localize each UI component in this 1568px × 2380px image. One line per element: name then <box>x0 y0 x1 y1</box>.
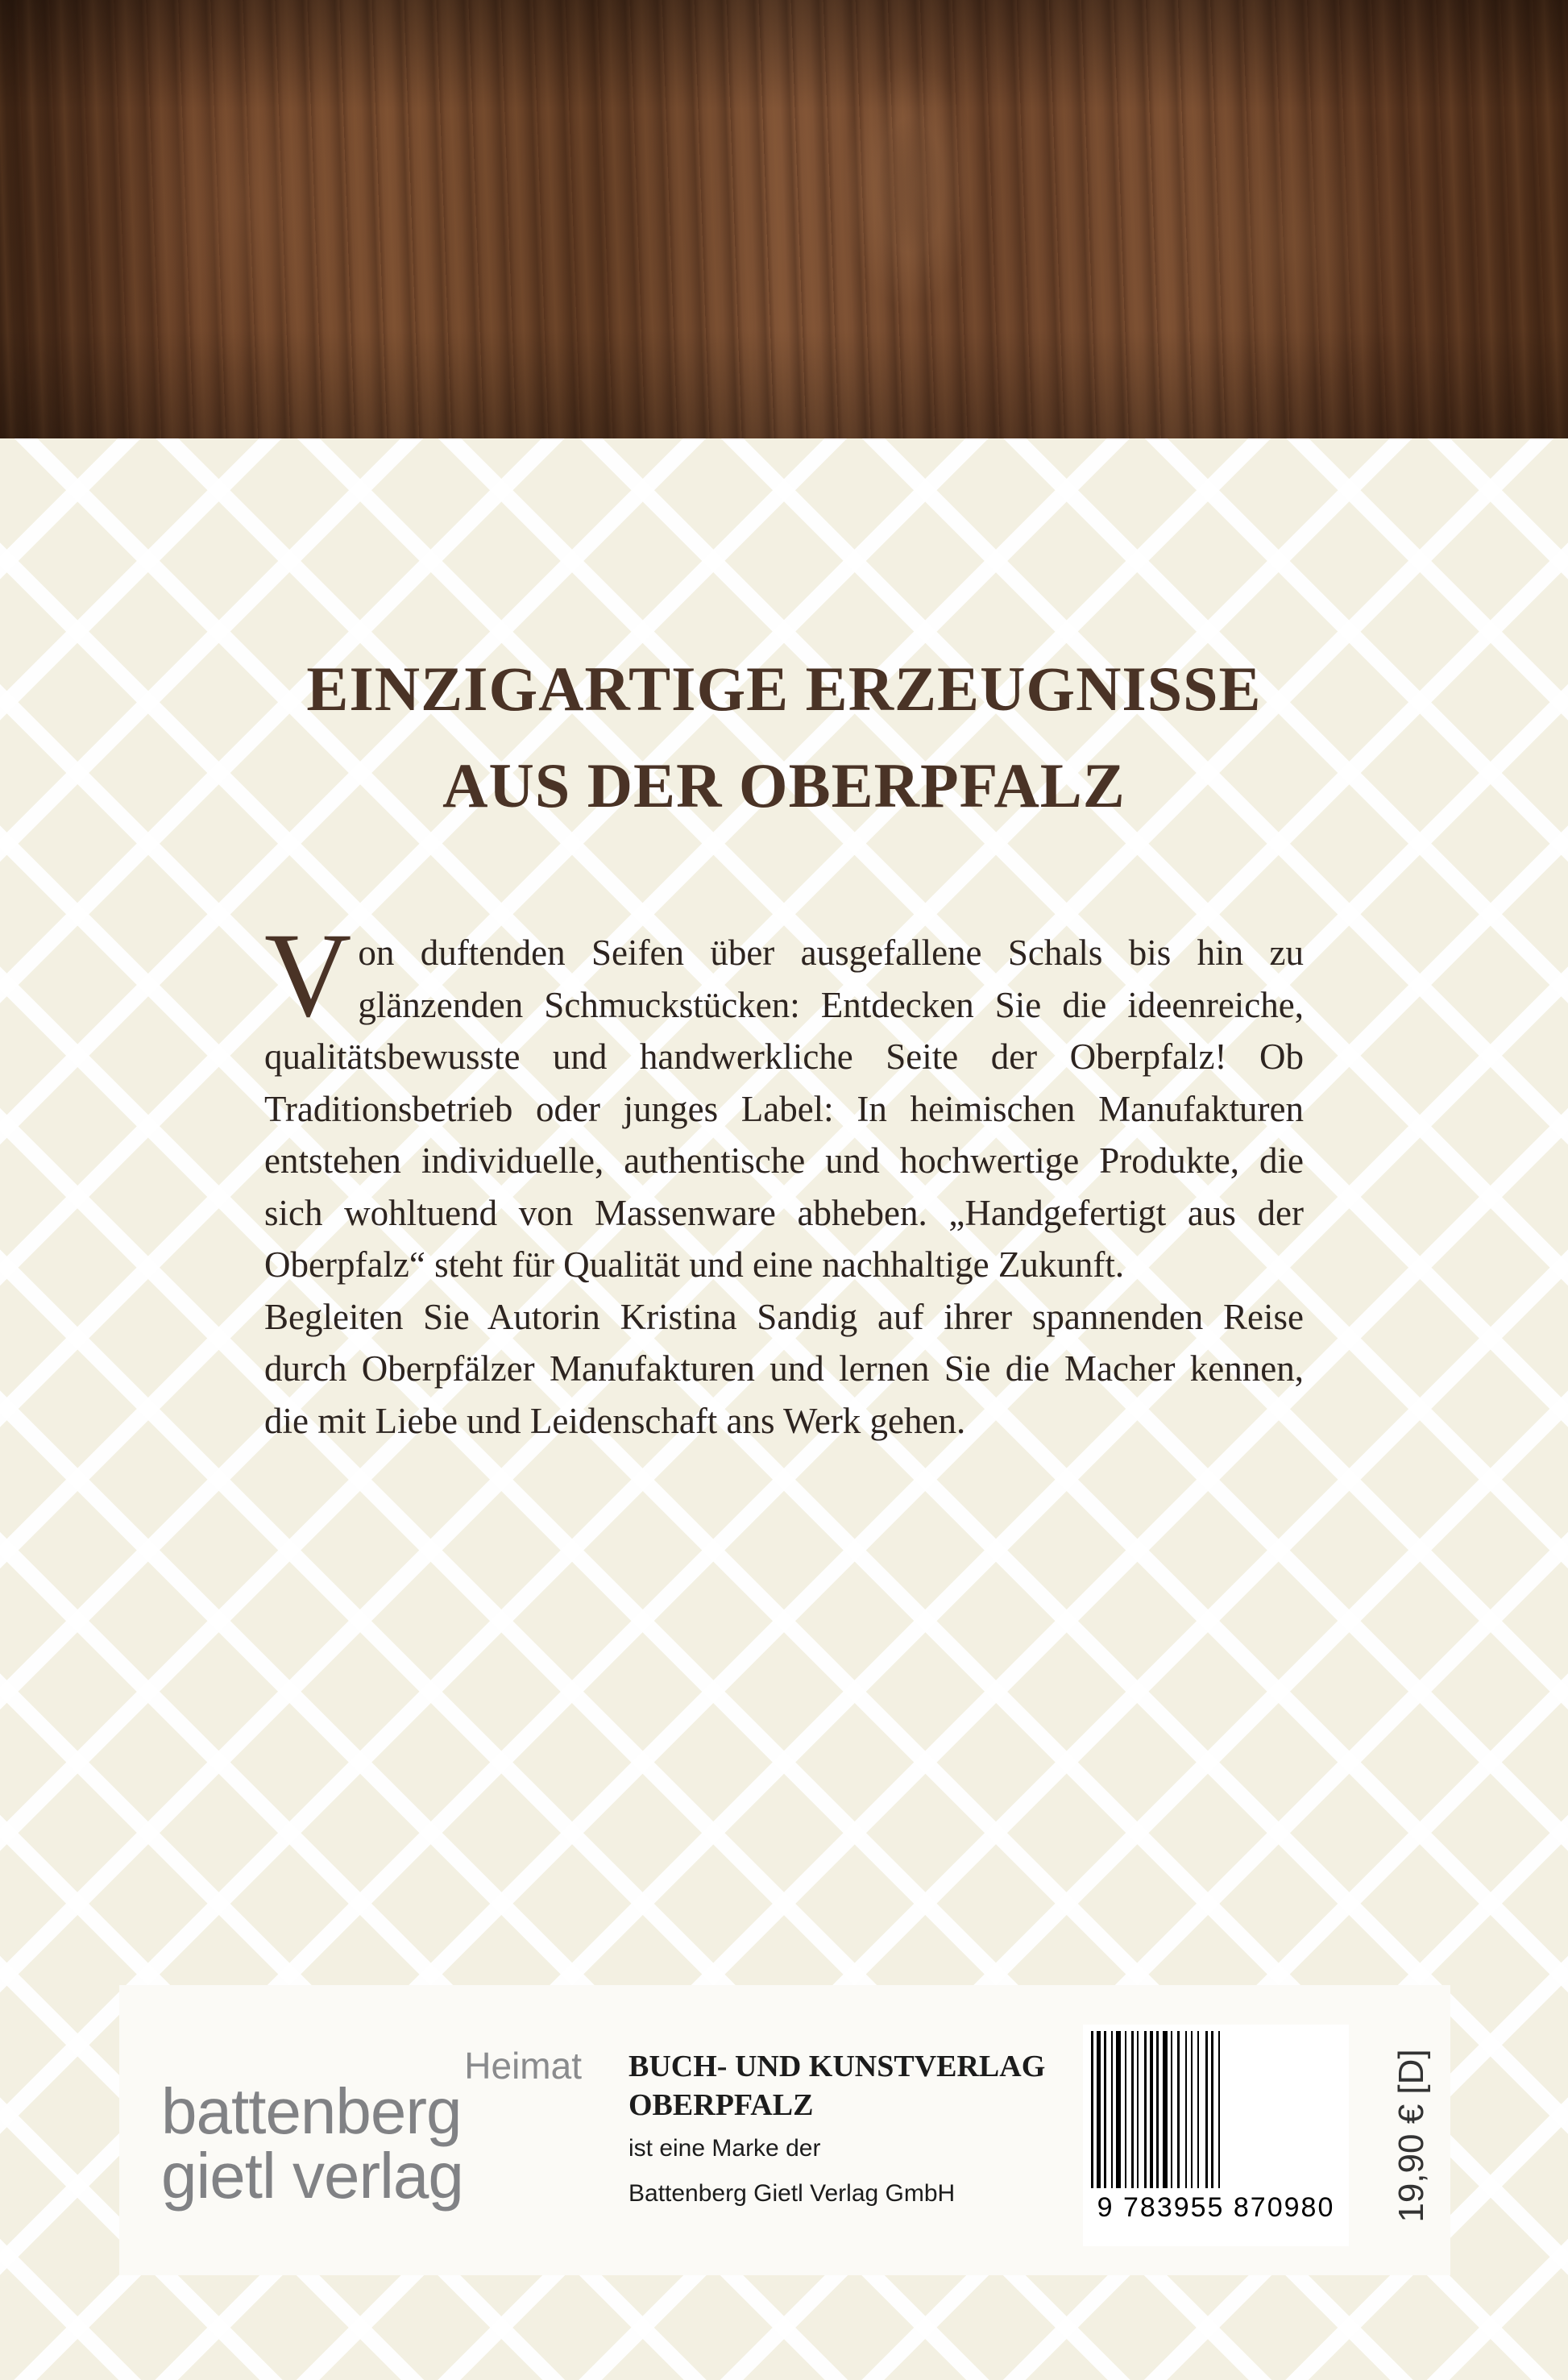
publisher-name-line-1: BUCH- UND KUNSTVERLAG <box>628 2050 1046 2083</box>
barcode-bar <box>1191 2031 1193 2188</box>
wood-shade <box>0 0 1568 438</box>
barcode-bar <box>1125 2031 1126 2188</box>
barcode-bar <box>1137 2031 1139 2188</box>
barcode-bar <box>1144 2031 1147 2188</box>
barcode-bar <box>1218 2031 1220 2188</box>
publisher-name-line-2: OBERPFALZ <box>628 2088 814 2122</box>
price-label <box>1388 2031 1436 2241</box>
barcode-bar <box>1156 2031 1159 2188</box>
barcode-bar <box>1097 2031 1101 2188</box>
logo-gietl-verlag: gietl verlag <box>161 2140 463 2212</box>
barcode-bar <box>1197 2031 1199 2188</box>
barcode-bar <box>1116 2031 1121 2188</box>
barcode-bar <box>1150 2031 1153 2188</box>
heading-line-1: EINZIGARTIGE ERZEUGNISSE <box>306 654 1262 724</box>
barcode-bars <box>1083 2025 1349 2190</box>
isbn-number: 9 783955 870980 <box>1097 2192 1335 2223</box>
barcode-bar <box>1091 2031 1093 2188</box>
publisher-info <box>628 2047 1064 2215</box>
barcode-bar <box>1211 2031 1213 2188</box>
barcode-bar <box>1131 2031 1134 2188</box>
dropcap: V <box>264 908 352 1042</box>
barcode-bar <box>1171 2031 1172 2188</box>
logo-heimat: Heimat <box>464 2045 582 2087</box>
publisher-sub-line-1: ist eine Marke der <box>628 2135 821 2162</box>
blurb-paragraph-1 <box>264 908 1304 1291</box>
barcode-bar <box>1177 2031 1180 2188</box>
logo-battenberg: battenberg <box>161 2075 462 2147</box>
blurb-paragraph-2: Begleiten Sie Autorin Kristina Sandig auf ihrer spannenden Reise durch Oberpfälzer Manufakturen und lernen Sie die Macher kennen, die mit Liebe und Leidenschaft ans Werk gehen. <box>264 1296 1304 1441</box>
barcode-bar <box>1104 2031 1106 2188</box>
barcode-bar <box>1111 2031 1113 2188</box>
publisher-sub-line-2: Battenberg Gietl Verlag GmbH <box>628 2180 956 2207</box>
barcode-bar <box>1185 2031 1187 2188</box>
blurb <box>264 908 1304 1447</box>
paragraph-1-text: on duftenden Seifen über ausgefallene Schals bis hin zu glänzenden Schmuckstücken: Entdecken Sie die ideenreiche, qualitätsbewusste und handwerkliche Seite der Oberpfalz! Ob Traditionsbetrieb oder junges Label: In heimischen Manufakturen entstehen individuelle, authentische und hochwertige Produkte, die sich wohltuend von Massenware abheben. „Handgefertigt aus der Oberpfalz“ steht für Qualität und eine nachhaltige Zukunft. <box>264 932 1304 1285</box>
heading-line-2: AUS DER OBERPFALZ <box>442 750 1126 820</box>
price-text: 19,90 € [D] <box>1392 2049 1431 2223</box>
barcode-bar <box>1205 2031 1208 2188</box>
barcode-bar <box>1163 2031 1168 2188</box>
